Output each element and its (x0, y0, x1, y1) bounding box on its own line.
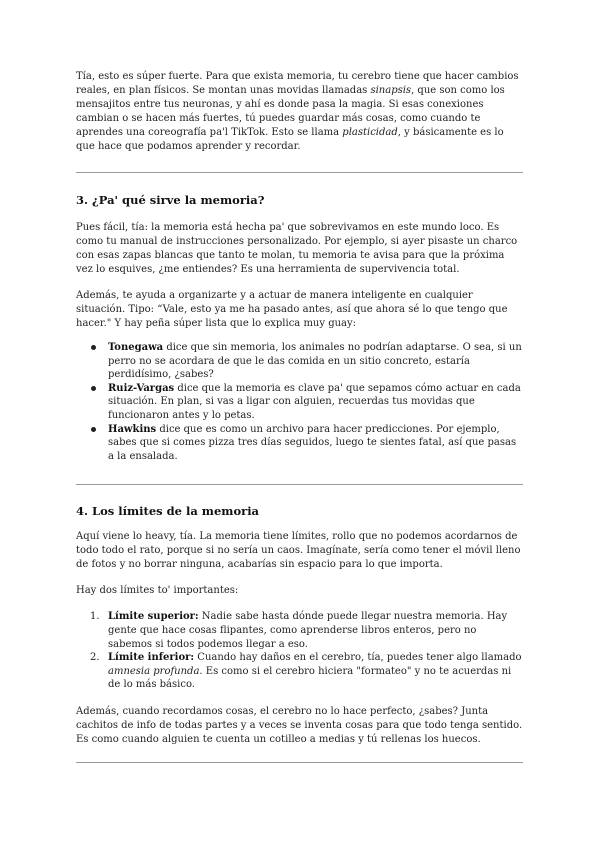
term-plasticidad: plasticidad (342, 127, 398, 138)
expert-name: Hawkins (108, 423, 157, 435)
expert-name: Tonegawa (108, 342, 164, 353)
intro-paragraph (76, 70, 523, 154)
bullet-marker (91, 386, 96, 391)
expert-name: Ruiz-Vargas (108, 382, 175, 394)
list-item (76, 382, 523, 423)
section-divider (76, 762, 523, 763)
list-item-text: Nadie sabe hasta dónde puede llegar nuestra memoria. Hay gente que hace cosas flipantes, como aprenderse libros enteros, pero no sabemos si todos podemos llegar a eso. (108, 611, 508, 650)
limit-label: Límite inferior: (108, 652, 195, 664)
experts-bullet-list (76, 341, 523, 463)
intro-text: Tía, esto es súper fuerte. Para que exista memoria, tu cerebro tiene que hacer cambios reales, en plan físicos. Se montan unas movidas llamadas (76, 71, 519, 96)
section-divider (76, 172, 523, 173)
list-item-text: Cuando hay daños en el cerebro, tía, puedes tener algo llamado (194, 652, 522, 664)
list-item (76, 423, 523, 464)
section-4-paragraph-1: Aquí viene lo heavy, tía. La memoria tiene límites, rollo que no podemos acordarnos de todo todo el rato, porque si no sería un caos. Imagínate, sería como tener el móvil lleno de fotos y no borrar ninguna, acabarías sin espacio para lo que importa. (76, 531, 521, 571)
list-item (76, 341, 523, 382)
bullet-marker (91, 427, 96, 432)
list-item (76, 610, 523, 651)
list-item-text: dice que la memoria es clave pa' que sepamos cómo actuar en cada situación. En plan, si vas a ligar con alguien, recuerdas tus movidas que funcionaron antes y lo petas. (108, 382, 521, 421)
list-number: 1. (90, 611, 100, 623)
limits-numbered-list (76, 610, 523, 692)
intro-text: , y básicamente es lo que hace que podamos aprender y recordar. (76, 127, 504, 152)
section-3-paragraph-2: Además, te ayuda a organizarte y a actuar de manera inteligente en cualquier situación. Tipo: “Vale, esto ya me ha pasado antes, así que ahora sé lo que tengo que hacer." Y hay peña súper lista que lo explica muy guay: (76, 290, 508, 329)
section-3-paragraph-1: Pues fácil, tía: la memoria está hecha pa' que sobrevivamos en este mundo loco. Es como tu manual de instrucciones personalizado. Por ejemplo, si ayer pisaste un charco con esas zapas blancas que tanto te molan, tu memoria te avisa para que la próxima vez lo esquives, ¿me entiendes? Es una herramienta de supervivencia total. (76, 222, 518, 275)
list-item-text: dice que es como un archivo para hacer predicciones. Por ejemplo, sabes que si comes pizza tres días seguidos, luego te sientes fatal, así que pasas a la ensalada. (108, 423, 517, 462)
bullet-marker (91, 345, 96, 350)
term-amnesia-profunda: amnesia profunda (108, 665, 200, 677)
section-divider (76, 484, 523, 485)
list-item-text: . Es como si el cerebro hiciera "formateo" y no te acuerdas ni de lo más básico. (108, 665, 512, 691)
document-page (76, 70, 523, 763)
section-4-closing-paragraph: Además, cuando recordamos cosas, el cerebro no lo hace perfecto, ¿sabes? Junta cachitos de info de todas partes y a veces se inventa cosas para que todo tenga sentido. Es como cuando alguien te cuenta un cotilleo a medias y tú rellenas los huecos. (76, 706, 523, 746)
section-4-paragraph-2: Hay dos límites to' importantes: (76, 585, 239, 597)
list-item (76, 651, 523, 692)
term-sinapsis: sinapsis (370, 85, 412, 96)
list-item-text: dice que sin memoria, los animales no podrían adaptarse. O sea, si un perro no se acordara de que le das comida en un sitio concreto, estaría perdidísimo, ¿sabes? (108, 342, 522, 381)
intro-text: , que son como los mensajitos entre tus neuronas, y ahí es donde pasa la magia. Si esas conexiones cambian o se hacen más fuertes, tú puedes guardar más cosas, como cuando te aprendes una coreografía pa'l TikTok. Esto se llama (76, 85, 505, 138)
list-number: 2. (90, 652, 100, 664)
section-4-heading: 4. Los límites de la memoria (76, 504, 260, 519)
limit-label: Límite superior: (108, 611, 199, 623)
section-3-heading: 3. ¿Pa' qué sirve la memoria? (76, 193, 265, 207)
